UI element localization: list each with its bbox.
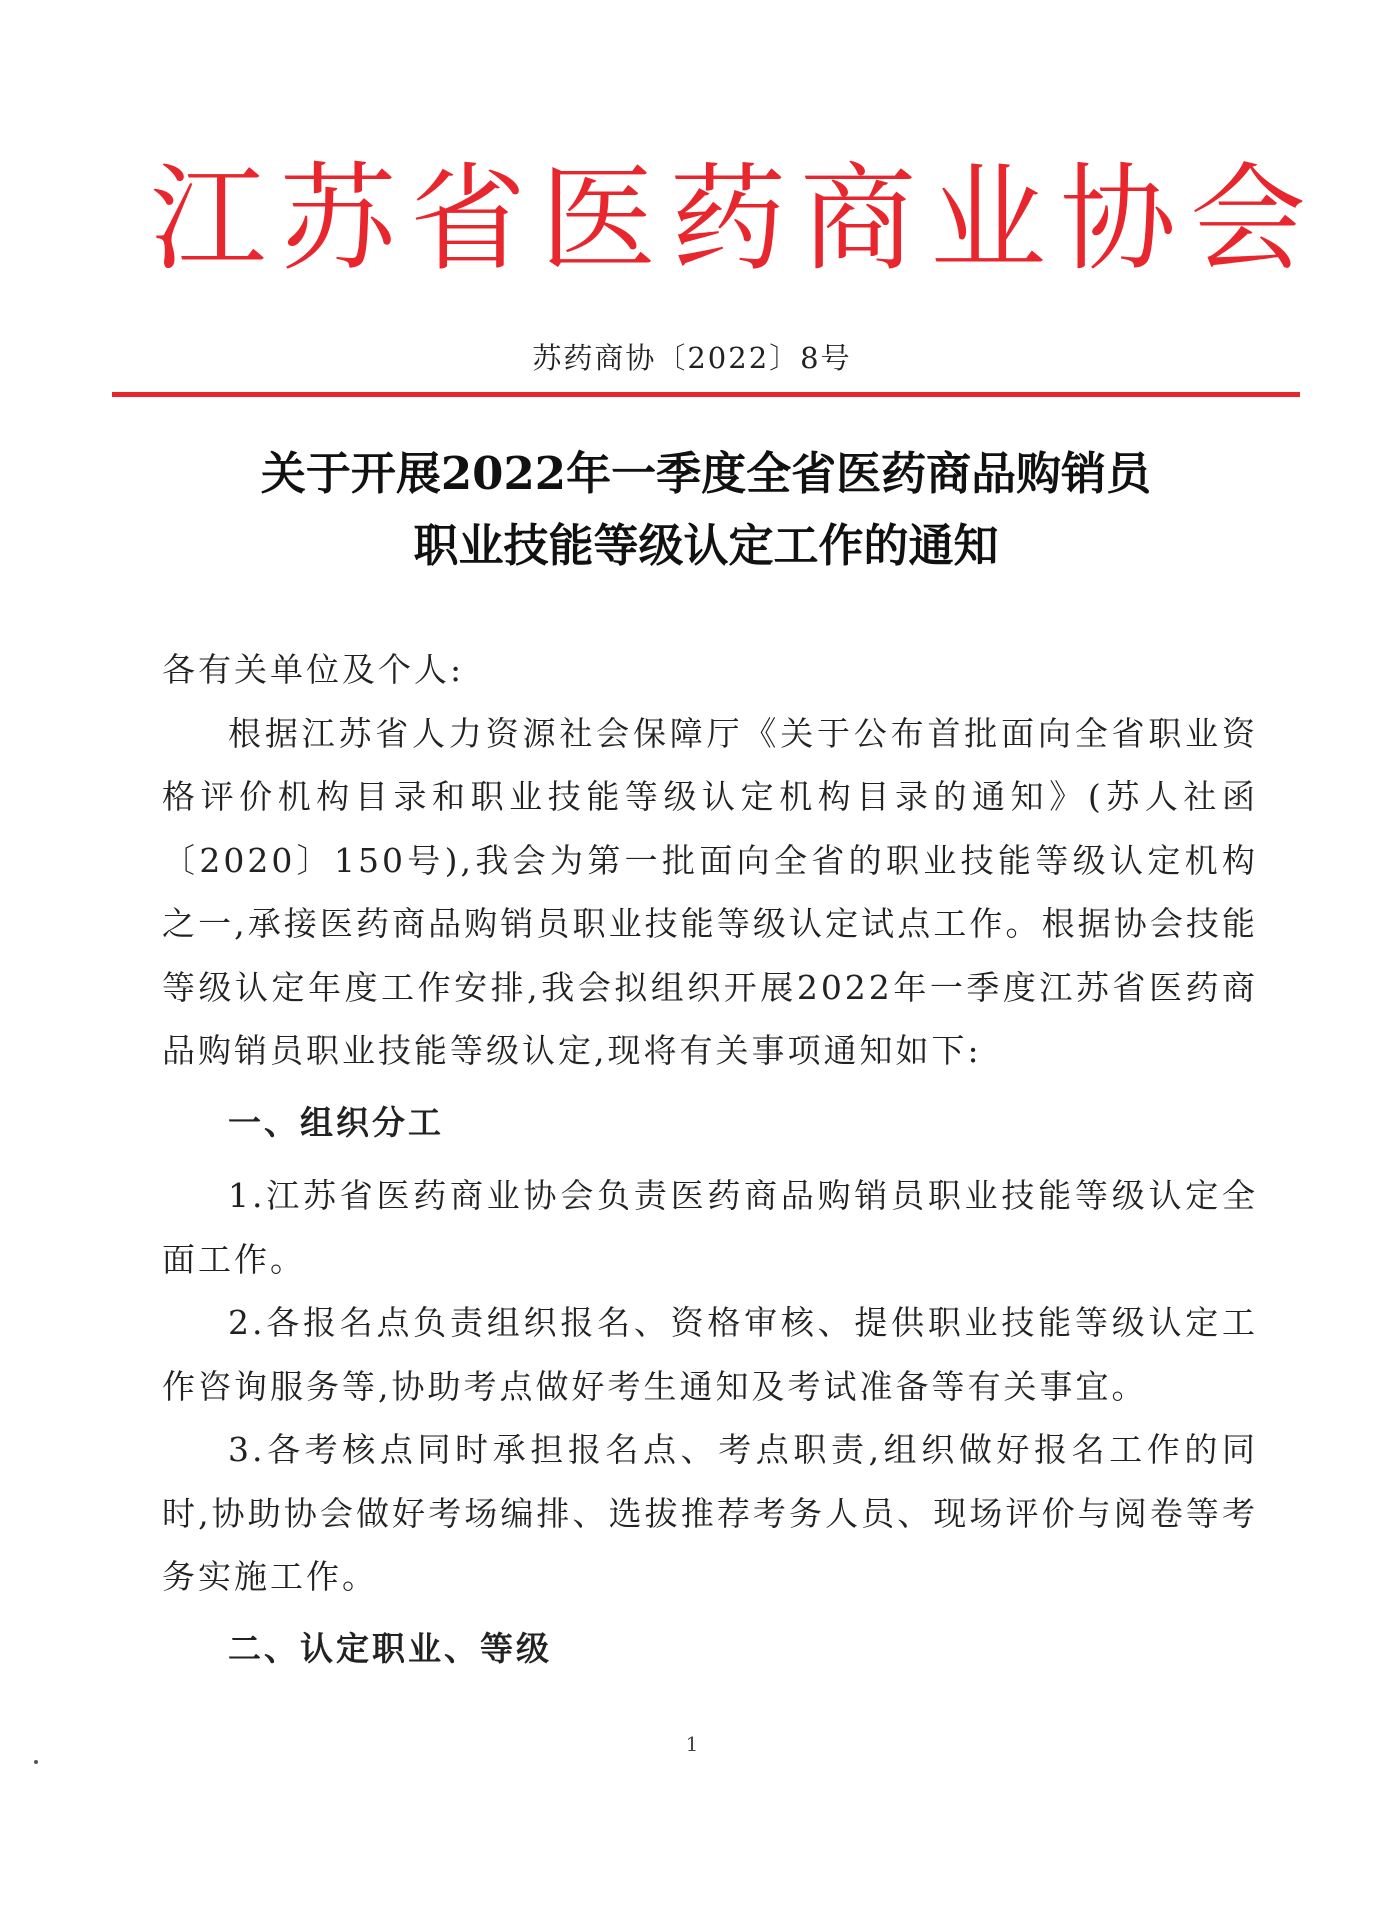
section-1-heading: 一、组织分工 xyxy=(228,1102,444,1142)
section-1-item-1: 1.江苏省医药商业协会负责医药商品购销员职业技能等级认定全面工作。 xyxy=(162,1176,1258,1279)
salutation: 各有关单位及个人: xyxy=(162,650,465,689)
document-body xyxy=(162,638,1258,1690)
document-number: 苏药商协〔2022〕8号 xyxy=(532,341,852,375)
intro-paragraph: 根据江苏省人力资源社会保障厅《关于公布首批面向全省职业资格评价机构目录和职业技能等级认定机构目录的通知》(苏人社函〔2020〕150号),我会为第一批面向全省的职业技能等级认定机构之一,承接医药商品购销员职业技能等级认定试点工作。根据协会技能等级认定年度工作安排,我会拟组织开展2022年一季度江苏省医药商品购销员职业技能等级认定,现将有关事项通知如下: xyxy=(162,713,1258,1070)
notice-title xyxy=(112,438,1300,582)
red-divider-line xyxy=(112,392,1300,397)
notice-title-line-2: 职业技能等级认定工作的通知 xyxy=(413,519,999,572)
scan-speck xyxy=(34,1760,38,1764)
page-number: 1 xyxy=(685,1732,699,1756)
notice-title-line-1: 关于开展2022年一季度全省医药商品购销员 xyxy=(260,447,1152,500)
section-1-item-3: 3.各考核点同时承担报名点、考点职责,组织做好报名工作的同时,协助协会做好考场编排、选拔推荐考务人员、现场评价与阅卷等考务实施工作。 xyxy=(162,1430,1258,1596)
masthead-title: 江苏省医药商业协会 xyxy=(150,152,1320,287)
section-2-heading: 二、认定职业、等级 xyxy=(228,1628,552,1668)
section-1-item-2: 2.各报名点负责组织报名、资格审核、提供职业技能等级认定工作咨询服务等,协助考点做好考生通知及考试准备等有关事宜。 xyxy=(162,1303,1258,1406)
